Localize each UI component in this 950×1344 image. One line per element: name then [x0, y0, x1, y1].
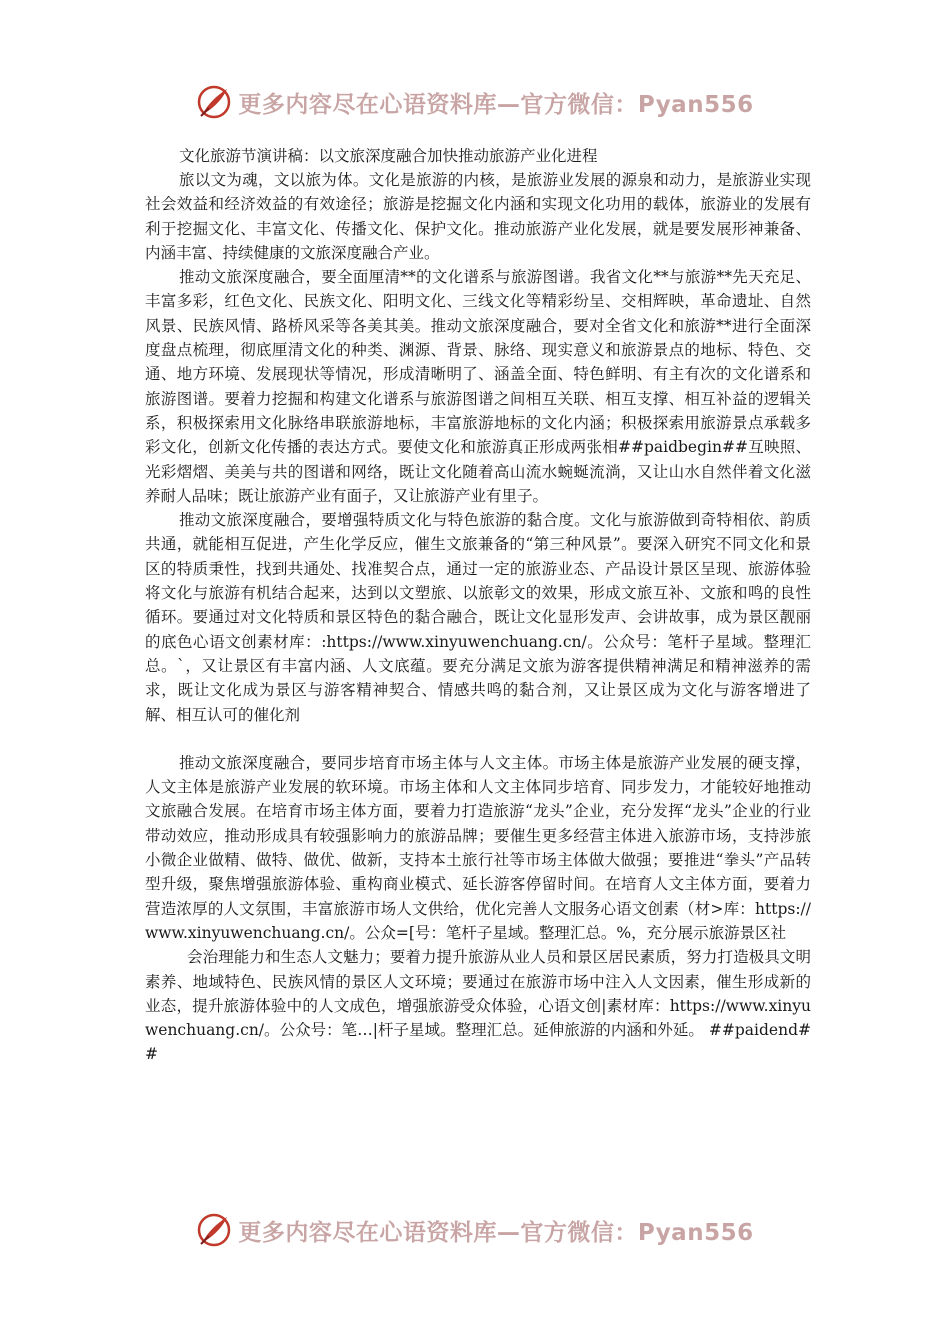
top-banner	[0, 80, 950, 124]
banner-text: 更多内容尽在心语资料库—官方微信：Pyan556	[238, 1219, 754, 1246]
quill-pen-icon	[196, 1212, 232, 1248]
paragraph: 推动文旅深度融合，要全面厘清**的文化谱系与旅游图谱。我省文化**与旅游**先天充足、丰富多彩，红色文化、民族文化、阳明文化、三线文化等精彩纷呈、交相辉映，革命遗址、自然风景、民族风情、路桥风采等各美其美。推动文旅深度融合，要对全省文化和旅游**进行全面深度盘点梳理，彻底厘清文化的种类、渊源、背景、脉络、现实意义和旅游景点的地标、特色、交通、地方环境、发展现状等情况，形成清晰明了、涵盖全面、特色鲜明、有主有次的文化谱系和旅游图谱。要着力挖掘和构建文化谱系与旅游图谱之间相互关联、相互支撑、相互补益的逻辑关系，积极探索用文化脉络串联旅游地标，丰富旅游地标的文化内涵；积极探索用旅游景点承载多彩文化，创新文化传播的表达方式。要使文化和旅游真正形成两张相##paidbegin##互映照、光彩熠熠、美美与共的图谱和网络，既让文化随着高山流水蜿蜒流淌，又让山水自然伴着文化滋养耐人品味；既让旅游产业有面子，又让旅游产业有里子。	[145, 268, 811, 505]
paragraph: 推动文旅深度融合，要同步培育市场主体与人文主体。市场主体是旅游产业发展的硬支撑，人文主体是旅游产业发展的软环境。市场主体和人文主体同步培育、同步发力，才能较好地推动文旅融合发展。在培育市场主体方面，要着力打造旅游“龙头”企业，充分发挥“龙头”企业的行业带动效应，推动形成具有较强影响力的旅游品牌；要催生更多经营主体进入旅游市场，支持涉旅小微企业做精、做特、做优、做新，支持本土旅行社等市场主体做大做强；要推进“拳头”产品转型升级，聚焦增强旅游体验、重构商业模式、延长游客停留时间。在培育人文主体方面，要着力营造浓厚的人文氛围，丰富旅游市场人文供给，优化完善人文服务心语文创素（材>库：https://www.xinyuwenchuang.cn/。公众=[号：笔杆子星域。整理汇总。%，充分展示旅游景区社	[145, 753, 811, 942]
quill-pen-icon	[196, 84, 232, 120]
bottom-banner	[0, 1208, 950, 1252]
paragraph: 推动文旅深度融合，要增强特质文化与特色旅游的黏合度。文化与旅游做到奇特相依、韵质共通，就能相互促进，产生化学反应，催生文旅兼备的“第三种风景”。要深入研究不同文化和景区的特质秉性，找到共通处、找准契合点，通过一定的旅游业态、产品设计景区呈现、旅游体验将文化与旅游有机结合起来，达到以文塑旅、以旅彰文的效果，形成文旅互补、文旅和鸣的良性循环。要通过对文化特质和景区特色的黏合融合，既让文化显形发声、会讲故事，成为景区靓丽的底色心语文创素材库：:https://www.xinyuwenchuang.cn/。公众号：笔杆子星域。整理汇总。`，又让景区有丰富内涵、人文底蕴。要充分满足文旅为游客提供精神满足和精神滋养的需求，既让文化成为景区与游客精神契合、情感共鸣的黏合剂，又让景区成为文化与游客增进了解、相互认可的催化剂	[145, 511, 811, 724]
article	[145, 144, 811, 1067]
paragraph: 旅以文为魂，文以旅为体。文化是旅游的内核，是旅游业发展的源泉和动力，是旅游业实现社会效益和经济效益的有效途径；旅游是挖掘文化内涵和实现文化功用的载体，旅游业的发展有利于挖掘文化、丰富文化、传播文化、保护文化。推动旅游产业化发展，就是要发展形神兼备、内涵丰富、持续健康的文旅深度融合产业。	[145, 171, 811, 262]
paragraph: 会治理能力和生态人文魅力；要着力提升旅游从业人员和景区居民素质，努力打造极具文明素养、地域特色、民族风情的景区人文环境；要通过在旅游市场中注入人文因素，催生形成新的业态，提升旅游体验中的人文成色，增强旅游受众体验，心语文创|素材库：https://www.xinyuwenchuang.cn/。公众号：笔…|杆子星域。整理汇总。延伸旅游的内涵和外延。 ##paidend##	[145, 948, 811, 1064]
banner-text: 更多内容尽在心语资料库—官方微信：Pyan556	[238, 91, 754, 118]
article-title: 文化旅游节演讲稿：以文旅深度融合加快推动旅游产业化进程	[179, 147, 598, 165]
